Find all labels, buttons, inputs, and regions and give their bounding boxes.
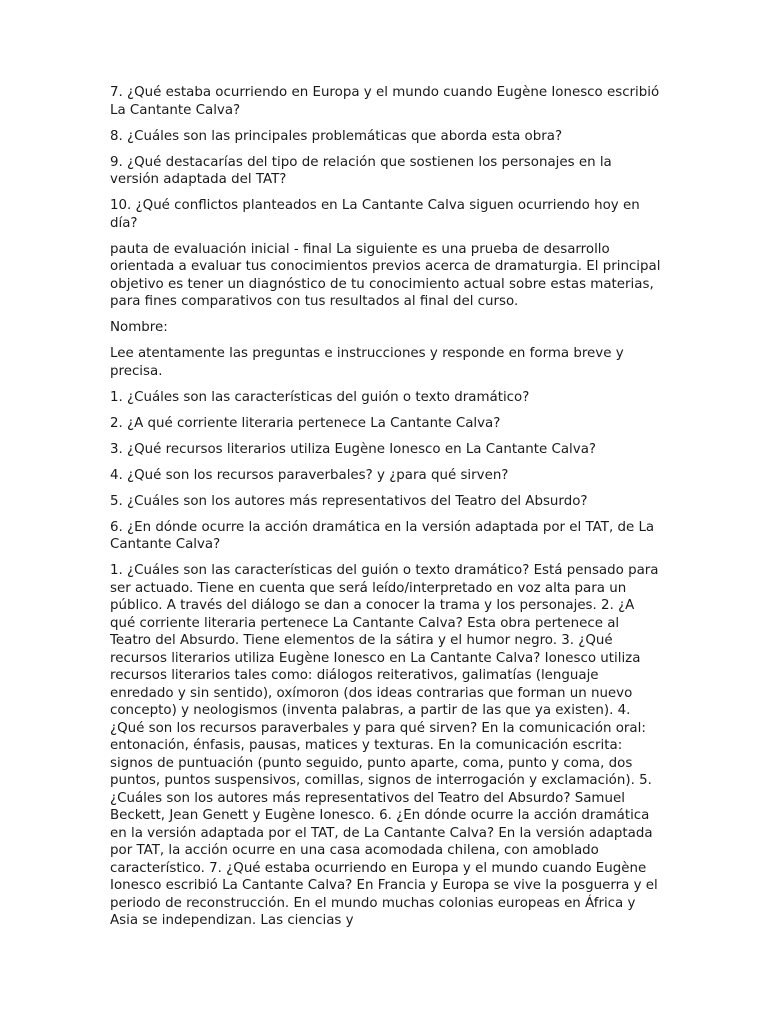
question-2: 2. ¿A qué corriente literaria pertenece La Cantante Calva?	[110, 415, 501, 431]
question-9: 9. ¿Qué destacarías del tipo de relación que sostienen los personajes en la versión adaptada del TAT?	[110, 154, 612, 187]
question-7: 7. ¿Qué estaba ocurriendo en Europa y el mundo cuando Eugène Ionesco escribió La Cantante Calva?	[110, 85, 660, 118]
question-5: 5. ¿Cuáles son los autores más representativos del Teatro del Absurdo?	[110, 493, 588, 509]
question-8: 8. ¿Cuáles son las principales problemáticas que aborda esta obra?	[110, 128, 563, 144]
name-label: Nombre:	[110, 320, 168, 335]
question-6: 6. ¿En dónde ocurre la acción dramática en la versión adaptada por el TAT, de La Cantante Calva?	[110, 519, 655, 552]
answers-paragraph: 1. ¿Cuáles son las características del guión o texto dramático? Está pensado para ser actuado. Tiene en cuenta que será leído/interpretado en voz alta para un público. A través del diálogo se dan a conocer la trama y los personajes. 2. ¿A qué corriente literaria pertenece La Cantante Calva? Esta obra pertenece al Teatro del Absurdo. Tiene elementos de la sátira y el humor negro. 3. ¿Qué recursos literarios utiliza Eugène Ionesco en La Cantante Calva? Ionesco utiliza recursos literarios tales como: diálogos reiterativos, galimatías (lenguaje enredado y sin sentido), oxímoron (dos ideas contrarias que forman un nuevo concepto) y neologismos (inventa palabras, a partir de las que ya existen). 4. ¿Qué son los recursos paraverbales y para qué sirven? En la comunicación oral: entonación, énfasis, pausas, matices y texturas. En la comunicación escrita: signos de puntuación (punto seguido, punto aparte, coma, punto y coma, dos puntos, puntos suspensivos, comillas, signos de interrogación y exclamación). 5. ¿Cuáles son los autores más representativos del Teatro del Absurdo? Samuel Beckett, Jean Genett y Eugène Ionesco. 6. ¿En dónde ocurre la acción dramática en la versión adaptada por el TAT, de La Cantante Calva? En la versión adaptada por TAT, la acción ocurre en una casa acomodada chilena, con amoblado característico. 7. ¿Qué estaba ocurriendo en Europa y el mundo cuando Eugène Ionesco escribió La Cantante Calva? En Francia y Europa se vive la posguerra y el periodo de reconstrucción. En el mundo muchas colonias europeas en África y Asia se independizan. Las ciencias y	[110, 563, 659, 928]
document-page	[110, 84, 662, 930]
instructions: Lee atentamente las preguntas e instrucciones y responde en forma breve y precisa.	[110, 346, 624, 379]
question-4: 4. ¿Qué son los recursos paraverbales? y ¿para qué sirven?	[110, 467, 509, 483]
question-1: 1. ¿Cuáles son las características del guión o texto dramático?	[110, 389, 530, 405]
question-3: 3. ¿Qué recursos literarios utiliza Eugène Ionesco en La Cantante Calva?	[110, 441, 597, 457]
question-10: 10. ¿Qué conflictos planteados en La Cantante Calva siguen ocurriendo hoy en día?	[110, 198, 640, 231]
evaluation-intro: pauta de evaluación inicial - final La siguiente es una prueba de desarrollo orientada a evaluar tus conocimientos previos acerca de dramaturgia. El principal objetivo es tener un diagnóstico de tu conocimiento actual sobre estas materias, para fines comparativos con tus resultados al final del curso.	[110, 241, 661, 309]
